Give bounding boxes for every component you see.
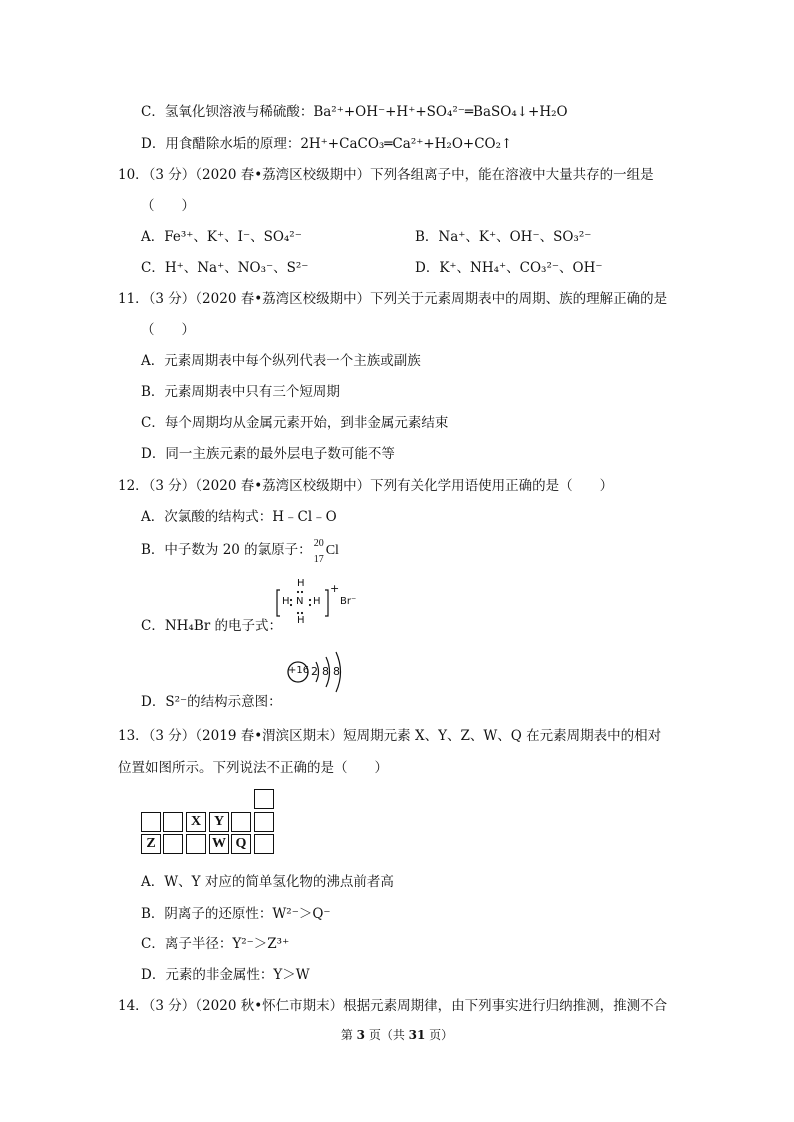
q11-stem: 11．（3 分）（2020 春•荔湾区校级期中）下列关于元素周期表中的周期、族的理解正确的是 bbox=[118, 291, 668, 307]
h-top: H bbox=[297, 578, 305, 589]
grid-cell-z: Z bbox=[141, 834, 161, 854]
q10-option-c: C．H⁺、Na⁺、NO₃⁻、S²⁻ bbox=[141, 260, 309, 276]
grid-cell bbox=[231, 812, 251, 832]
q13-option-a: A．W、Y 对应的简单氢化物的沸点前者高 bbox=[141, 874, 394, 890]
grid-cell bbox=[254, 789, 274, 809]
grid-cell bbox=[186, 834, 206, 854]
element-symbol: Cl bbox=[325, 542, 339, 558]
q13-stem-line2: 位置如图所示。下列说法不正确的是（ ） bbox=[118, 760, 388, 776]
grid-cell-y: Y bbox=[209, 812, 229, 832]
q12-option-d: D．S²⁻的结构示意图： bbox=[141, 694, 282, 710]
mass-number: 20 bbox=[313, 537, 324, 549]
n-center: N bbox=[296, 596, 304, 607]
grid-cell bbox=[163, 812, 183, 832]
cation-charge: + bbox=[330, 582, 340, 595]
q12-stem: 12．（3 分）（2020 春•荔湾区校级期中）下列有关化学用语使用正确的是（ ） bbox=[118, 478, 614, 494]
q10-option-a: A．Fe³⁺、K⁺、I⁻、SO₄²⁻ bbox=[141, 229, 302, 245]
shell-3: 8 bbox=[333, 665, 340, 678]
grid-cell bbox=[254, 812, 274, 832]
bromide-ion: Br⁻ bbox=[340, 596, 357, 607]
q14-stem: 14．（3 分）（2020 秋•怀仁市期末）根据元素周期律，由下列事实进行归纳推测，推测不合 bbox=[118, 998, 668, 1014]
h-bottom: H bbox=[297, 615, 305, 626]
page-footer bbox=[0, 1026, 794, 1043]
grid-cell bbox=[163, 834, 183, 854]
footer-page-number: 3 bbox=[356, 1028, 365, 1042]
q12-option-b-text: B．中子数为 20 的氯原子： bbox=[141, 542, 312, 558]
nh4br-electron-formula bbox=[274, 576, 384, 632]
nuclide-symbol bbox=[312, 537, 346, 565]
h-left: H bbox=[282, 596, 290, 607]
footer-total-pages: 31 bbox=[408, 1028, 426, 1042]
q11-option-d: D．同一主族元素的最外层电子数可能不等 bbox=[141, 446, 395, 462]
q9-option-c: C．氢氧化钡溶液与稀硫酸：Ba²⁺+OH⁻+H⁺+SO₄²⁻═BaSO₄↓+H₂O bbox=[141, 104, 568, 120]
q11-answer-paren: （ ） bbox=[141, 322, 195, 338]
grid-cell-x: X bbox=[186, 812, 206, 832]
shell-1: 2 bbox=[311, 665, 318, 678]
electron-formula-brackets bbox=[274, 576, 384, 632]
footer-mid: 页（共 bbox=[365, 1028, 409, 1042]
grid-cell-q: Q bbox=[231, 834, 251, 854]
q11-option-a: A．元素周期表中每个纵列代表一个主族或副族 bbox=[141, 353, 421, 369]
h-right: H bbox=[313, 596, 321, 607]
q12-option-a: A．次氯酸的结构式：H﹣Cl﹣O bbox=[141, 509, 337, 525]
q12-option-b bbox=[141, 537, 346, 565]
shell-2: 8 bbox=[322, 665, 329, 678]
q10-option-b: B．Na⁺、K⁺、OH⁻、SO₃²⁻ bbox=[415, 229, 592, 245]
footer-suffix: 页） bbox=[425, 1028, 454, 1042]
grid-cell-w: W bbox=[209, 834, 229, 854]
q13-option-c: C．离子半径：Y²⁻＞Z³⁺ bbox=[141, 936, 290, 952]
footer-prefix: 第 bbox=[340, 1028, 357, 1042]
q11-option-b: B．元素周期表中只有三个短周期 bbox=[141, 384, 340, 400]
q13-stem-line1: 13．（3 分）（2019 春•渭滨区期末）短周期元素 X、Y、Z、W、Q 在元素周期表中的相对 bbox=[118, 728, 662, 744]
atomic-number: 17 bbox=[313, 553, 324, 565]
q13-option-d: D．元素的非金属性：Y＞W bbox=[141, 967, 310, 983]
q12-option-c: C．NH₄Br 的电子式： bbox=[141, 618, 282, 634]
nucleus-charge: +16 bbox=[288, 665, 310, 676]
q9-option-d: D．用食醋除水垢的原理：2H⁺+CaCO₃═Ca²⁺+H₂O+CO₂↑ bbox=[141, 136, 513, 152]
q11-option-c: C．每个周期均从金属元素开始，到非金属元素结束 bbox=[141, 415, 449, 431]
grid-cell bbox=[141, 812, 161, 832]
q10-stem: 10．（3 分）（2020 春•荔湾区校级期中）下列各组离子中，能在溶液中大量共存的一组是 bbox=[118, 167, 654, 183]
q10-answer-paren: （ ） bbox=[141, 198, 195, 214]
grid-cell bbox=[254, 834, 274, 854]
q13-option-b: B．阴离子的还原性：W²⁻＞Q⁻ bbox=[141, 906, 331, 922]
s2-structure-diagram bbox=[284, 648, 364, 696]
q10-option-d: D．K⁺、NH₄⁺、CO₃²⁻、OH⁻ bbox=[415, 260, 603, 276]
